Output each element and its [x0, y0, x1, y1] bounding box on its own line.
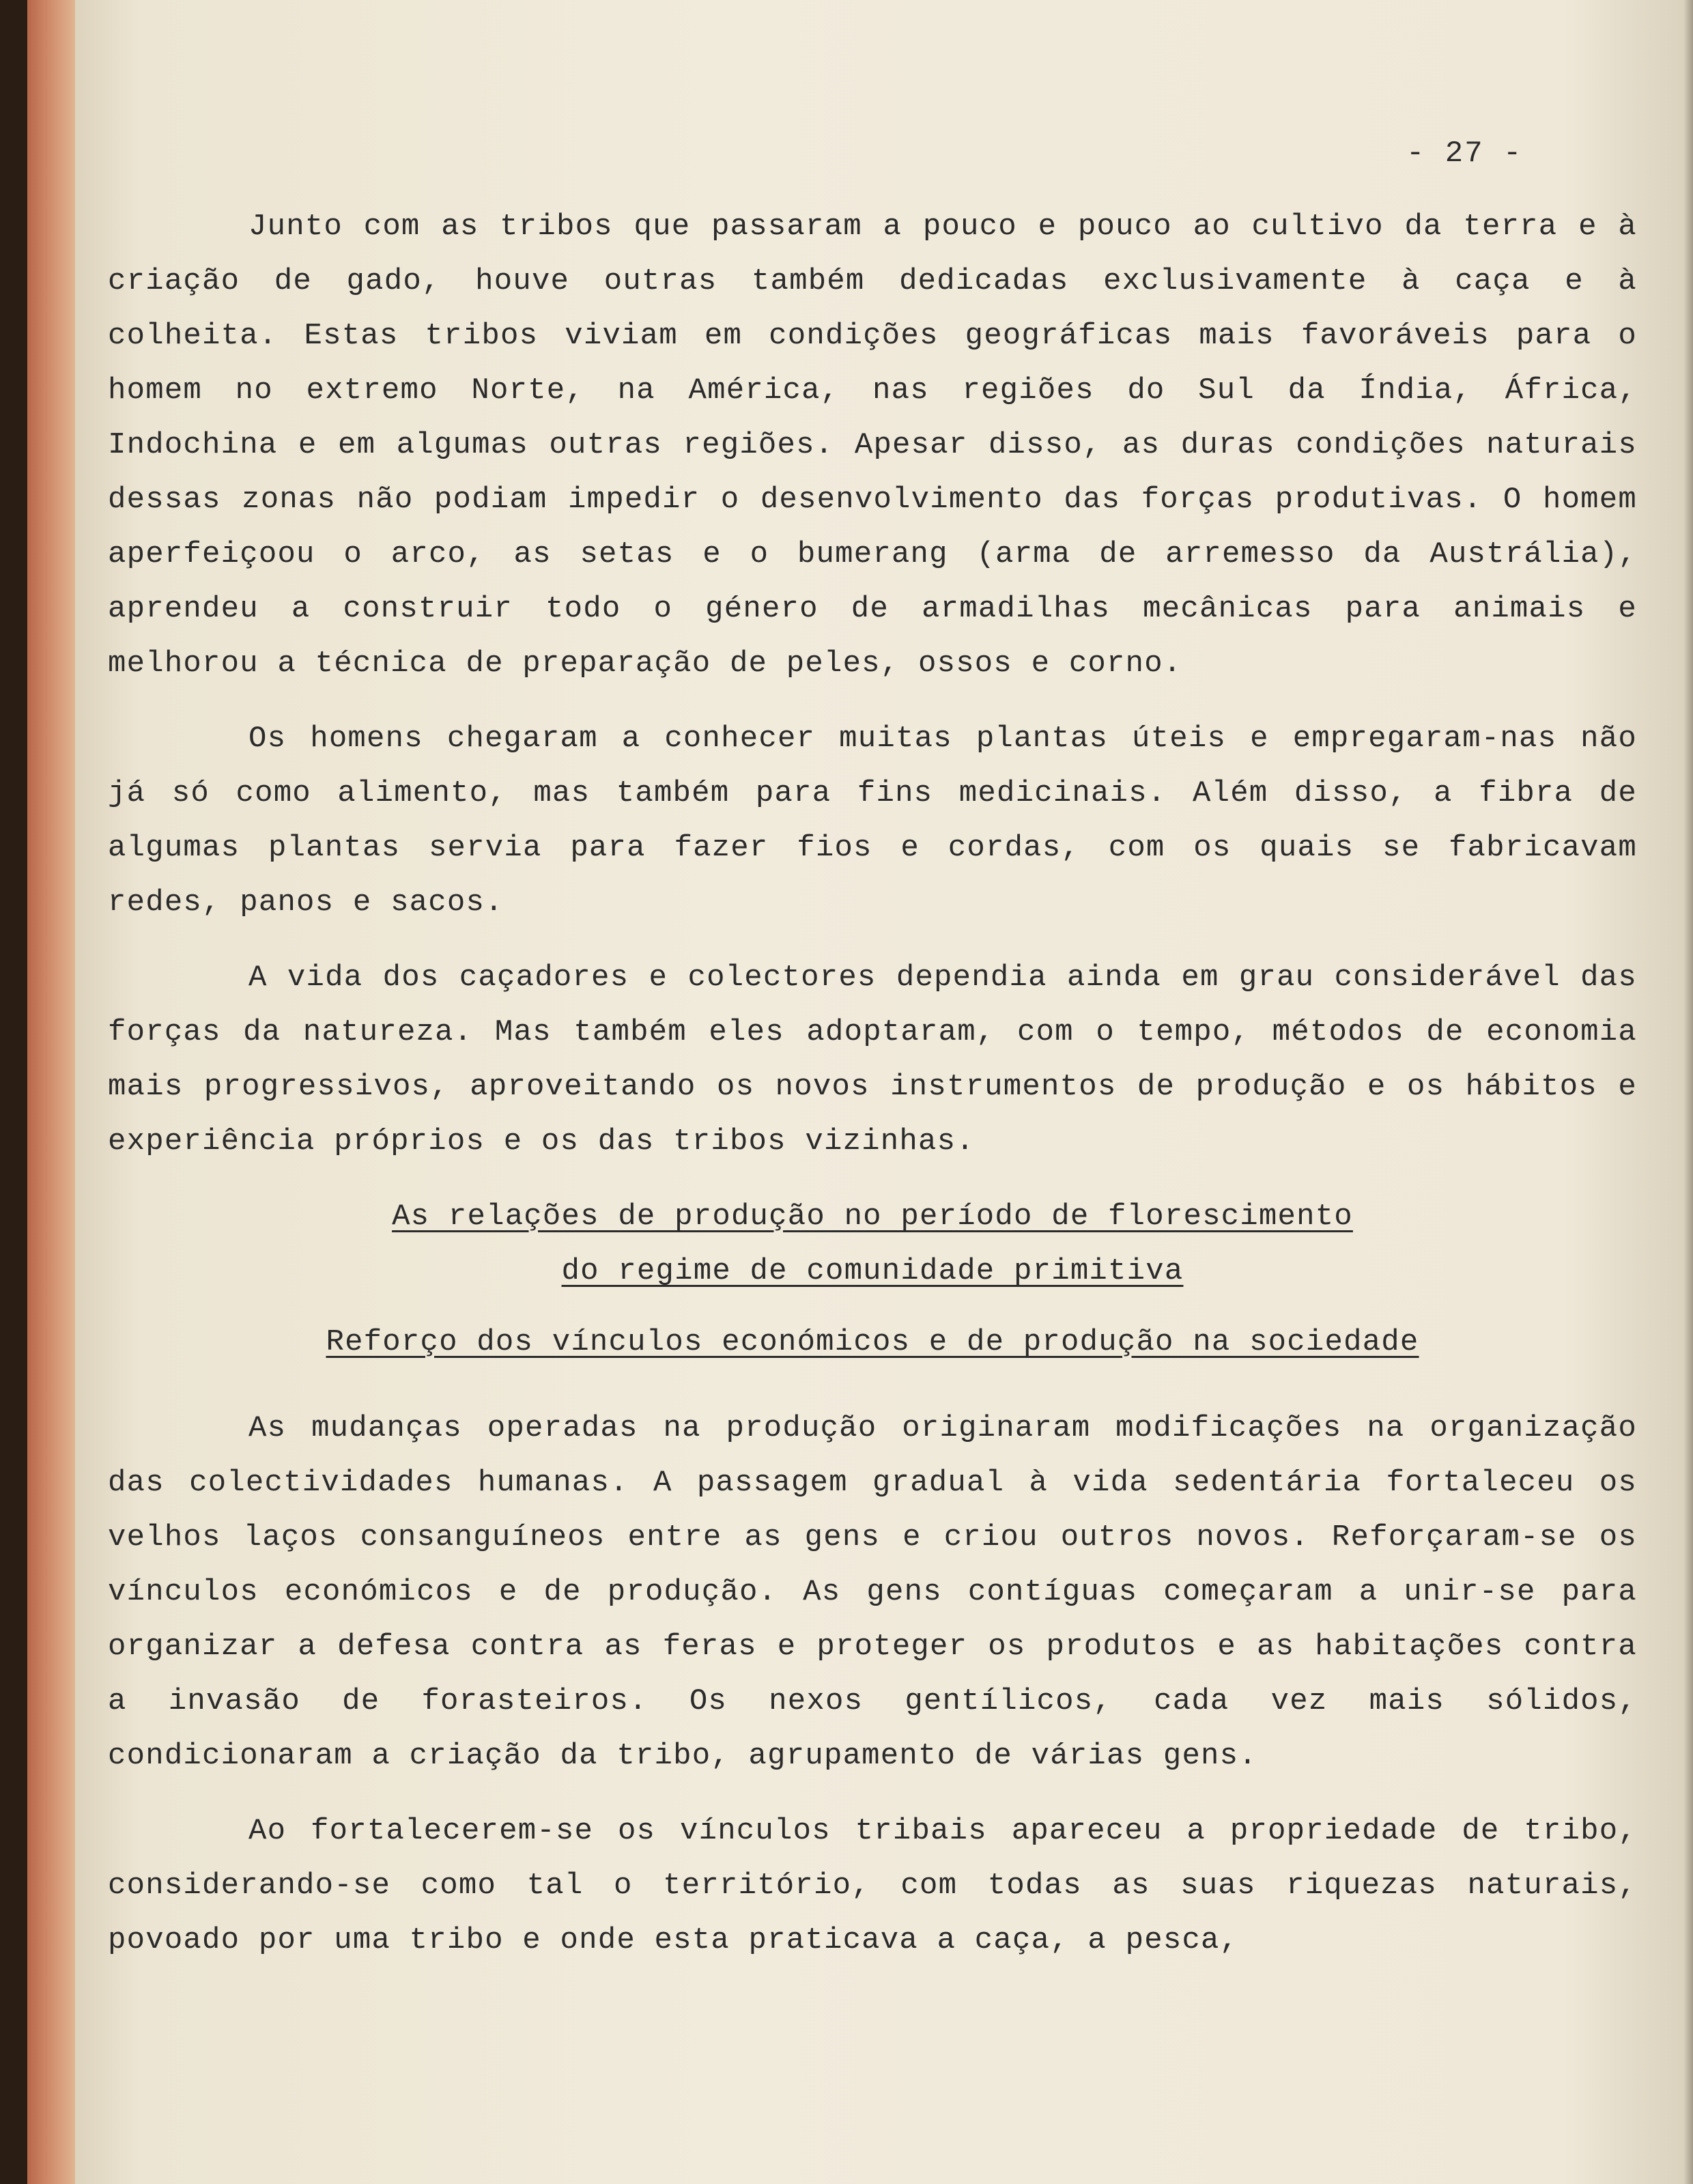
paragraph: Ao fortalecerem-se os vínculos tribais apareceu a propriedade de tribo, considerando-se como tal o território, com todas as suas riquezas naturais, povoado por uma tribo e onde esta praticava a caça, a pesca, [108, 1814, 1637, 1957]
section-heading-line-1: As relações de produção no período de florescimento [392, 1200, 1353, 1234]
paragraph: A vida dos caçadores e colectores dependia ainda em grau considerável das forças da natureza. Mas também eles adoptaram, com o tempo, métodos de economia mais progressivos, aproveitando os novos instrumentos de produção e os hábitos e experiência próprios e os das tribos vizinhas. [108, 961, 1637, 1159]
subsection-heading: Reforço dos vínculos económicos e de produção na sociedade [326, 1325, 1419, 1359]
page-number: - 27 - [1406, 137, 1523, 171]
paragraph: Os homens chegaram a conhecer muitas plantas úteis e empregaram-nas não já só como alimento, mas também para fins medicinais. Além disso, a fibra de algumas plantas servia para fazer fios e cordas, com os quais se fabricavam redes, panos e sacos. [108, 722, 1637, 920]
section-heading-line-2: do regime de comunidade primitiva [561, 1254, 1184, 1288]
page-body [108, 199, 1637, 1988]
paragraph: Junto com as tribos que passaram a pouco e pouco ao cultivo da terra e à criação de gado, houve outras também dedicadas exclusivamente à caça e à colheita. Estas tribos viviam em condições geográficas mais favoráveis para o homem no extremo Norte, na América, nas regiões do Sul da Índia, África, Indochina e em algumas outras regiões. Apesar disso, as duras condições naturais dessas zonas não podiam impedir o desenvolvimento das forças produtivas. O homem aperfeiçoou o arco, as setas e o bumerang (arma de arremesso da Austrália), aprendeu a construir todo o género de armadilhas mecânicas para animais e melhorou a técnica de preparação de peles, ossos e corno. [108, 210, 1637, 681]
paragraph: As mudanças operadas na produção originaram modificações na organização das colectividades humanas. A passagem gradual à vida sedentária fortaleceu os velhos laços consanguíneos entre as gens e criou outros novos. Reforçaram-se os vínculos económicos e de produção. As gens contíguas começaram a unir-se para organizar a defesa contra as feras e proteger os produtos e as habitações contra a invasão de forasteiros. Os nexos gentílicos, cada vez mais sólidos, condicionaram a criação da tribo, agrupamento de várias gens. [108, 1411, 1637, 1773]
page-edge-shadow [1683, 0, 1693, 2184]
document-page [75, 0, 1693, 2184]
